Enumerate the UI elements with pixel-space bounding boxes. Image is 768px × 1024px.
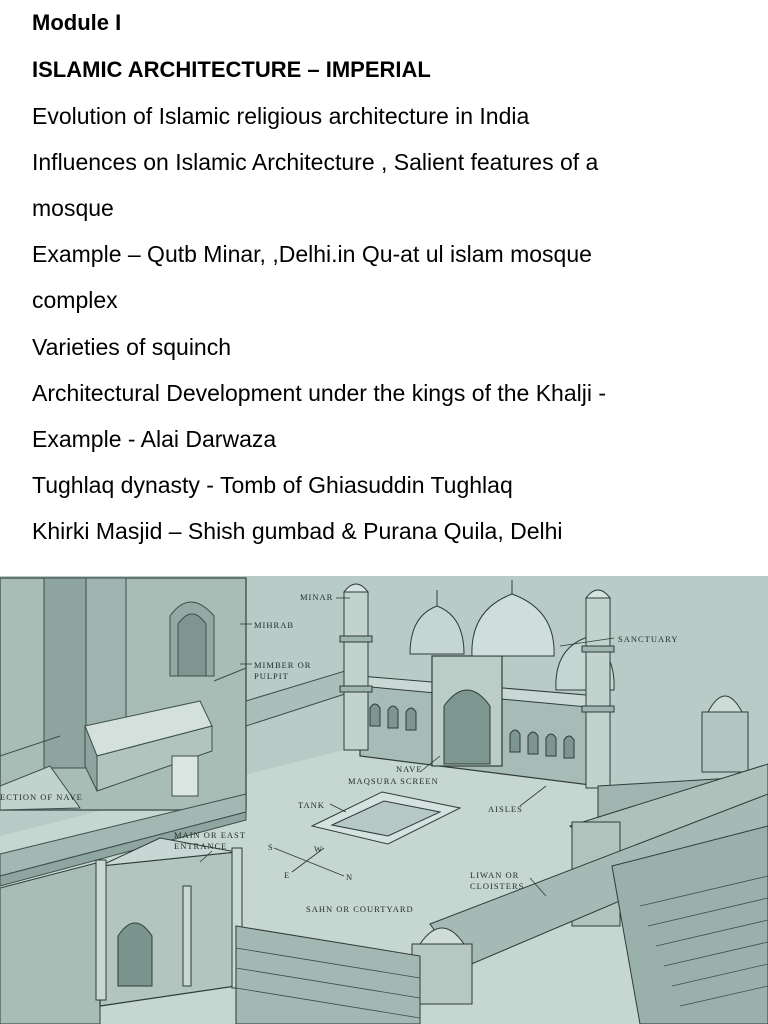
label-mimber: MIMBER OR — [254, 660, 312, 670]
label-tank: TANK — [298, 800, 325, 810]
topic-line: Varieties of squinch — [32, 334, 232, 360]
compass-n: N — [346, 872, 354, 882]
topic-line: Khirki Masjid – Shish gumbad & Purana Quila, Delhi — [32, 518, 563, 544]
label-main-entrance: MAIN OR EAST — [174, 830, 246, 840]
compass-e: E — [284, 870, 291, 880]
topic-line: Tughlaq dynasty - Tomb of Ghiasuddin Tughlaq — [32, 472, 513, 498]
mosque-drawing — [0, 576, 768, 1024]
compass-w: W — [314, 844, 324, 854]
topic-line: mosque — [32, 195, 114, 221]
topic-line: complex — [32, 287, 118, 313]
label-cloisters: CLOISTERS — [470, 881, 525, 891]
compass-s: S — [268, 842, 274, 852]
label-section-nave: ECTION OF NAVE — [0, 792, 83, 802]
label-aisles: AISLES — [488, 804, 523, 814]
module-title: Module I — [32, 10, 122, 35]
section-heading: ISLAMIC ARCHITECTURE – IMPERIAL — [32, 57, 431, 82]
label-pulpit: PULPIT — [254, 671, 289, 681]
label-maqsura: MAQSURA SCREEN — [348, 776, 439, 786]
label-entrance: ENTRANCE — [174, 841, 228, 851]
topic-line: Architectural Development under the kings of the Khalji - — [32, 380, 607, 406]
topic-line: Influences on Islamic Architecture , Salient features of a — [32, 149, 599, 175]
label-sahn: SAHN OR COURTYARD — [306, 904, 414, 914]
label-nave: NAVE — [396, 764, 423, 774]
label-liwan: LIWAN OR — [470, 870, 520, 880]
inset-panel — [0, 578, 246, 810]
topic-line: Example - Alai Darwaza — [32, 426, 277, 452]
label-sanctuary: SANCTUARY — [618, 634, 679, 644]
label-minar: MINAR — [300, 592, 334, 602]
topic-line: Example – Qutb Minar, ,Delhi.in Qu-at ul islam mosque — [32, 241, 592, 267]
label-mihrab: MIHRAB — [254, 620, 295, 630]
topic-line: Evolution of Islamic religious architecture in India — [32, 103, 530, 129]
mosque-illustration — [0, 576, 768, 1024]
